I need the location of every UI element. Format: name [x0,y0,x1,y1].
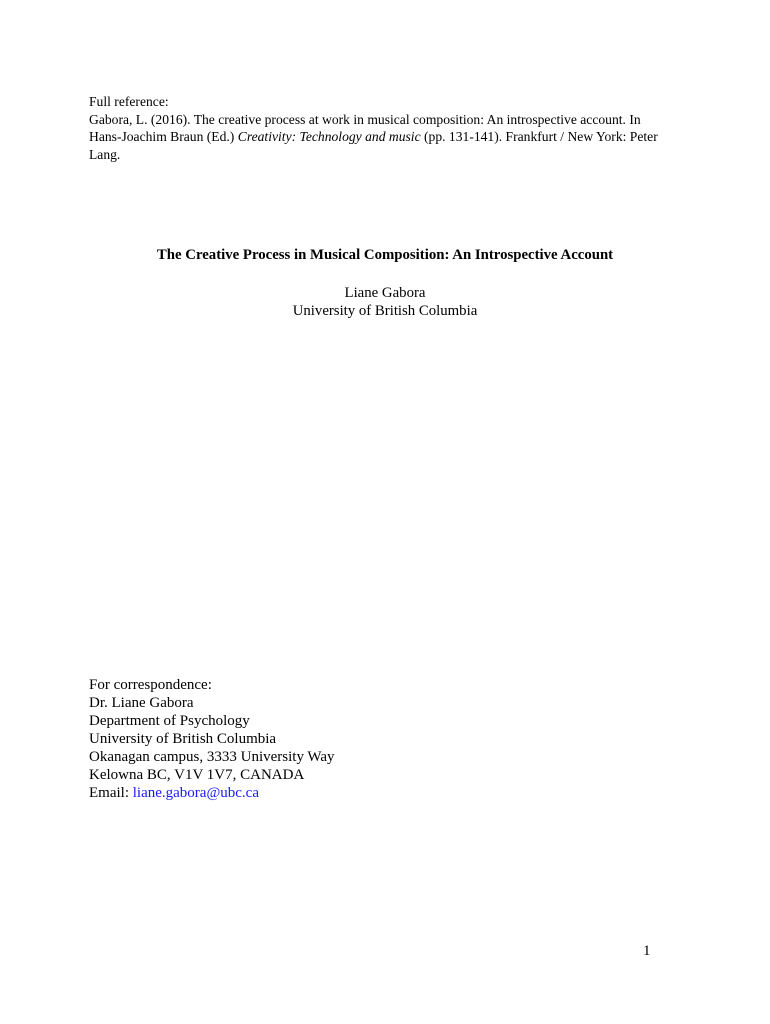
correspondence-line: Department of Psychology [89,713,250,729]
reference-line [89,128,658,146]
author-block [0,284,770,320]
email-line [89,784,335,802]
reference-text: Hans-Joachim Braun (Ed.) [89,129,238,144]
email-link[interactable]: liane.gabora@ubc.ca [132,785,259,801]
correspondence-line: Kelowna BC, V1V 1V7, CANADA [89,767,305,783]
page-number: 1 [643,943,651,959]
paper-title: The Creative Process in Musical Composition: An Introspective Account [156,247,614,263]
author-name: Liane Gabora [344,285,426,301]
correspondence-line: Dr. Liane Gabora [89,695,194,711]
reference-text: (pp. 131-141). Frankfurt / New York: Peter [420,129,658,144]
reference-line: Gabora, L. (2016). The creative process at work in musical composition: An introspective account. In [89,111,641,127]
correspondence-block [89,676,335,802]
book-title: Creativity: Technology and music [237,129,421,144]
email-label: Email: [89,785,133,801]
correspondence-line: University of British Columbia [89,731,277,747]
correspondence-line: Okanagan campus, 3333 University Way [89,749,335,765]
full-reference [89,93,658,163]
correspondence-label: For correspondence: [89,677,212,693]
reference-line: Lang. [89,146,121,162]
reference-label: Full reference: [89,94,169,109]
author-affiliation: University of British Columbia [292,303,478,319]
